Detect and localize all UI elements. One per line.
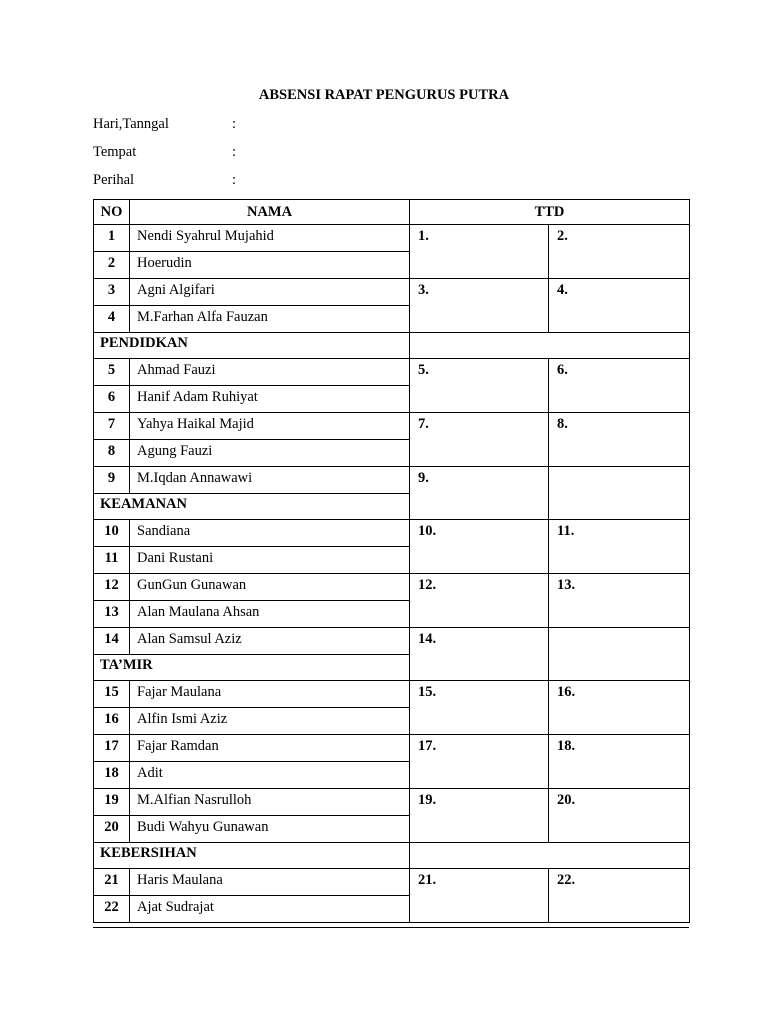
signature-cell: 13. (549, 574, 690, 628)
member-name: Fajar Maulana (130, 681, 410, 708)
table-header-row (94, 200, 690, 225)
member-name: GunGun Gunawan (130, 574, 410, 601)
member-name: Sandiana (130, 520, 410, 547)
signature-cell: 19. (410, 789, 549, 843)
row-number: 22 (94, 896, 130, 923)
member-name: Agung Fauzi (130, 440, 410, 467)
table-row (94, 789, 690, 816)
member-name: Agni Algifari (130, 279, 410, 306)
section-label: PENDIDKAN (94, 333, 410, 359)
table-row (94, 520, 690, 547)
signature-cell: 7. (410, 413, 549, 467)
table-row (94, 467, 690, 494)
table-row (94, 869, 690, 896)
header-nama: NAMA (130, 200, 410, 225)
member-name: Ahmad Fauzi (130, 359, 410, 386)
member-name: Ajat Sudrajat (130, 896, 410, 923)
signature-cell: 10. (410, 520, 549, 574)
table-row (94, 735, 690, 762)
row-number: 13 (94, 601, 130, 628)
header-ttd: TTD (410, 200, 690, 225)
row-number: 20 (94, 816, 130, 843)
footer-divider (93, 927, 689, 928)
signature-cell: 6. (549, 359, 690, 413)
info-label-date: Hari,Tanngal (93, 116, 169, 132)
table-row (94, 359, 690, 386)
info-colon: : (232, 116, 237, 132)
member-name: M.Farhan Alfa Fauzan (130, 306, 410, 333)
table-row (94, 225, 690, 252)
row-number: 9 (94, 467, 130, 494)
info-label-place: Tempat (93, 144, 137, 160)
row-number: 3 (94, 279, 130, 306)
row-number: 19 (94, 789, 130, 816)
signature-cell: 22. (549, 869, 690, 923)
row-number: 16 (94, 708, 130, 735)
row-number: 14 (94, 628, 130, 655)
section-row (94, 843, 690, 869)
member-name: Alan Maulana Ahsan (130, 601, 410, 628)
section-blank-cell (410, 333, 690, 359)
member-name: Nendi Syahrul Mujahid (130, 225, 410, 252)
signature-cell: 3. (410, 279, 549, 333)
row-number: 8 (94, 440, 130, 467)
row-number: 5 (94, 359, 130, 386)
row-number: 6 (94, 386, 130, 413)
member-name: Alan Samsul Aziz (130, 628, 410, 655)
signature-cell: 9. (410, 467, 549, 520)
signature-cell: 5. (410, 359, 549, 413)
member-name: Hanif Adam Ruhiyat (130, 386, 410, 413)
document-title: ABSENSI RAPAT PENGURUS PUTRA (258, 87, 510, 103)
attendance-table (93, 199, 690, 923)
table-row (94, 574, 690, 601)
signature-cell: 21. (410, 869, 549, 923)
row-number: 15 (94, 681, 130, 708)
signature-blank-cell (549, 628, 690, 681)
member-name: Dani Rustani (130, 547, 410, 574)
signature-cell: 11. (549, 520, 690, 574)
row-number: 17 (94, 735, 130, 762)
row-number: 4 (94, 306, 130, 333)
member-name: Yahya Haikal Majid (130, 413, 410, 440)
table-row (94, 628, 690, 655)
signature-cell: 15. (410, 681, 549, 735)
header-no: NO (94, 200, 130, 225)
section-blank-cell (410, 843, 690, 869)
member-name: Haris Maulana (130, 869, 410, 896)
signature-cell: 12. (410, 574, 549, 628)
info-label-subject: Perihal (93, 172, 135, 188)
member-name: Fajar Ramdan (130, 735, 410, 762)
member-name: Adit (130, 762, 410, 789)
info-colon: : (232, 172, 237, 188)
row-number: 18 (94, 762, 130, 789)
signature-cell: 17. (410, 735, 549, 789)
table-row (94, 413, 690, 440)
member-name: Alfin Ismi Aziz (130, 708, 410, 735)
row-number: 10 (94, 520, 130, 547)
row-number: 1 (94, 225, 130, 252)
signature-cell: 1. (410, 225, 549, 279)
row-number: 12 (94, 574, 130, 601)
section-label: KEBERSIHAN (94, 843, 410, 869)
member-name: M.Alfian Nasrulloh (130, 789, 410, 816)
member-name: Budi Wahyu Gunawan (130, 816, 410, 843)
signature-cell: 4. (549, 279, 690, 333)
section-label: KEAMANAN (94, 494, 410, 520)
row-number: 11 (94, 547, 130, 574)
signature-cell: 18. (549, 735, 690, 789)
member-name: M.Iqdan Annawawi (130, 467, 410, 494)
signature-cell: 2. (549, 225, 690, 279)
table-row (94, 681, 690, 708)
signature-cell: 8. (549, 413, 690, 467)
row-number: 2 (94, 252, 130, 279)
row-number: 21 (94, 869, 130, 896)
section-row (94, 333, 690, 359)
signature-cell: 14. (410, 628, 549, 681)
row-number: 7 (94, 413, 130, 440)
info-colon: : (232, 144, 237, 160)
signature-blank-cell (549, 467, 690, 520)
section-label: TA’MIR (94, 655, 410, 681)
member-name: Hoerudin (130, 252, 410, 279)
table-row (94, 279, 690, 306)
signature-cell: 16. (549, 681, 690, 735)
signature-cell: 20. (549, 789, 690, 843)
